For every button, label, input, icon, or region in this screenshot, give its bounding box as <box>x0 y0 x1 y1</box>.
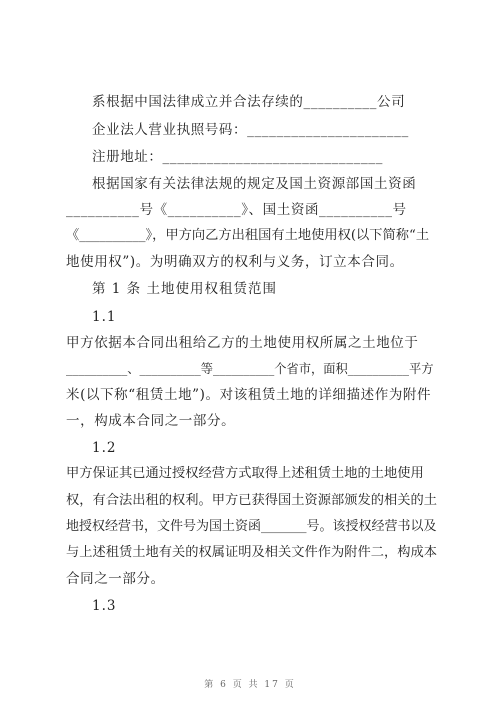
text-line: 《__________》，甲方向乙方出租国有土地使用权(以下简称“土 <box>66 228 430 243</box>
text-line: 甲方依据本合同出租给乙方的土地使用权所属之土地位于 <box>66 335 419 351</box>
text-line: 企业法人营业执照号码：______________________ <box>92 122 409 138</box>
text-line: 根据国家有关法律法规的规定及国土资源部国土资函 <box>92 176 417 192</box>
text-line: 一，构成本合同之一部分。 <box>66 413 236 429</box>
subsection-number: 1.1 <box>92 309 117 325</box>
text-line: __________号《__________》、国土资函__________号 <box>66 202 407 218</box>
text-line: 地使用权”)。为明确双方的权利与义务，订立本合同。 <box>66 254 404 270</box>
subsection-number: 1.3 <box>92 598 117 614</box>
text-line: 合同之一部分。 <box>66 571 165 587</box>
section-heading: 第 1 条 土地使用权租赁范围 <box>92 281 277 297</box>
text-line: 与上述租赁土地有关的权属证明及相关文件作为附件二，构成本 <box>66 545 438 560</box>
text-line: 甲方保证其已通过授权经营方式取得上述租赁土地的土地使用 <box>66 466 424 481</box>
text-line: __________、__________等__________个省市，面积__________平方 <box>66 362 434 376</box>
text-line: 米(以下称“租赁土地”)。对该租赁土地的详细描述作为附件 <box>66 387 432 403</box>
text-line: 系根据中国法律成立并合法存续的__________公司 <box>92 94 406 110</box>
subsection-number: 1.2 <box>92 440 117 456</box>
text-line: 注册地址：______________________________ <box>92 149 383 165</box>
page-footer: 第 6 页 共 17 页 <box>204 680 296 690</box>
text-line: 地授权经营书，文件号为国土资函_______号。该授权经营书以及 <box>66 519 437 534</box>
text-line: 权，有合法出租的权利。甲方已获得国土资源部颁发的相关的土 <box>66 493 438 508</box>
